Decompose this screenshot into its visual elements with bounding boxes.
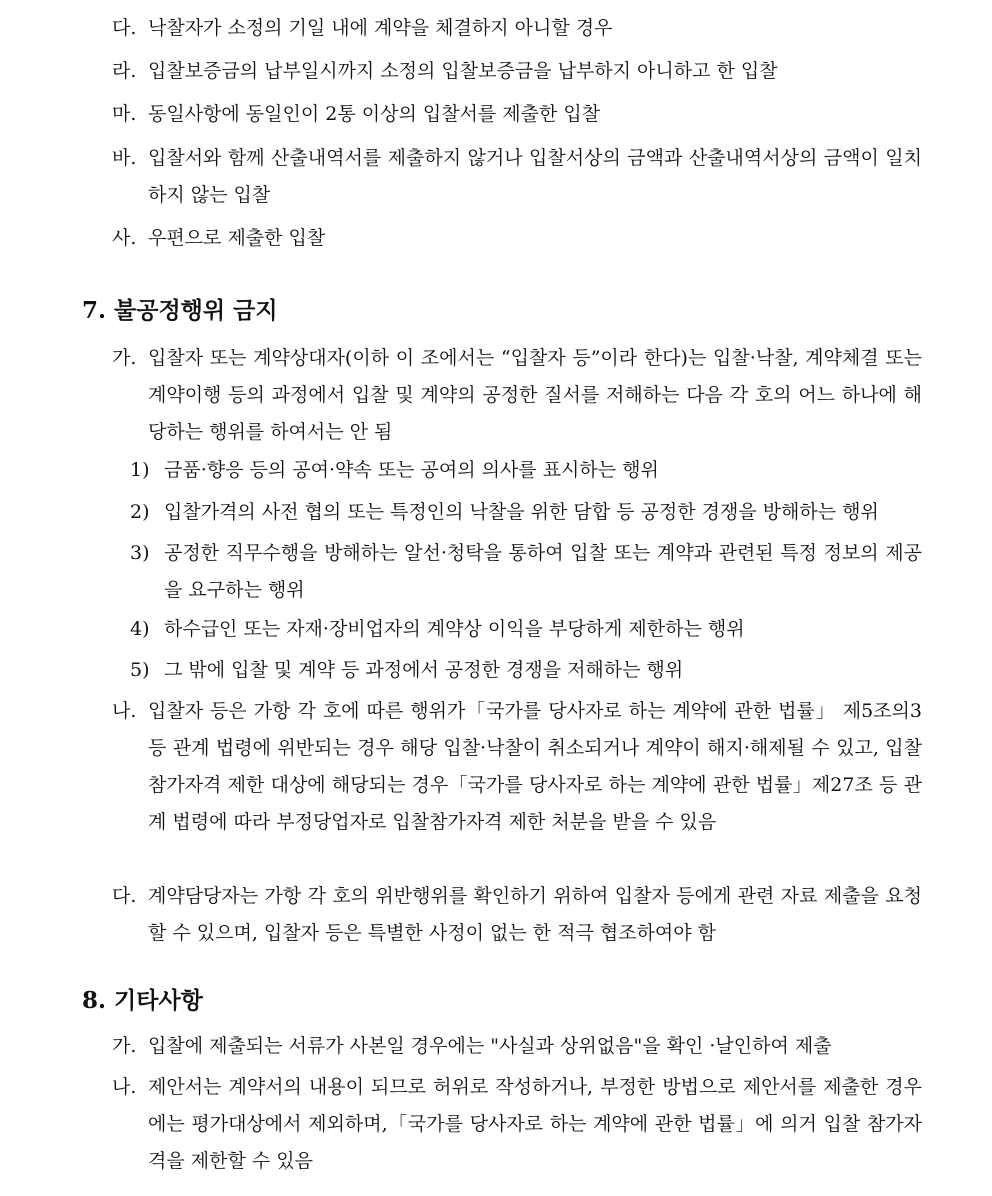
section-7-item-na [112,693,922,841]
item-text: 낙찰자가 소정의 기일 내에 계약을 체결하지 아니할 경우 [148,17,613,39]
item-marker: 라. [112,60,137,82]
section-8-heading: 8. 기타사항 [82,987,203,1014]
item-text: 계약담당자는 가항 각 호의 위반행위를 확인하기 위하여 입찰자 등에게 관련 자료 제출을 요청할 수 있으며, 입찰자 등은 특별한 사정이 없는 한 적극 협조하여야 함 [148,885,922,944]
item-marker: 나. [112,1076,137,1098]
list-item-sa [112,220,922,257]
item-marker: 가. [112,1035,137,1057]
item-marker: 바. [112,147,137,169]
item-marker: 사. [112,227,137,249]
item-text: 입찰자 또는 계약상대자(이하 이 조에서는 “입찰자 등”이라 한다)는 입찰·낙찰, 계약체결 또는 계약이행 등의 과정에서 입찰 및 계약의 공정한 질서를 저해하는 다음 각 호의 어느 하나에 해당하는 행위를 하여서는 안 됨 [148,347,922,443]
section-7-item-da [112,878,922,952]
item-text: 입찰자 등은 가항 각 호에 따른 행위가「국가를 당사자로 하는 계약에 관한 법률」 제5조의3 등 관계 법령에 위반되는 경우 해당 입찰·낙찰이 취소되거나 계약이 해지·해제될 수 있고, 입찰참가자격 제한 대상에 해당되는 경우「국가를 당사자로 하는 계약에 관한 법률」제27조 등 관계 법령에 따라 부정당업자로 입찰참가자격 제한 처분을 받을 수 있음 [148,700,922,833]
item-text: 동일사항에 동일인이 2통 이상의 입찰서를 제출한 입찰 [148,103,601,125]
subitem-marker: 2) [130,501,150,523]
item-text: 입찰보증금의 납부일시까지 소정의 입찰보증금을 납부하지 아니하고 한 입찰 [148,60,778,82]
item-marker: 다. [112,885,137,907]
subitem-marker: 5) [130,659,150,681]
subitem-marker: 3) [130,542,150,564]
section-7-subitem-1 [130,452,922,489]
item-text: 우편으로 제출한 입찰 [148,227,326,249]
list-item-ba [112,140,922,214]
list-item-ra [112,53,922,90]
section-7-heading: 7. 불공정행위 금지 [82,297,278,324]
section-7-subitem-5 [130,652,922,689]
subitem-text: 입찰가격의 사전 협의 또는 특정인의 낙찰을 위한 담합 등 공정한 경쟁을 방해하는 행위 [164,501,879,523]
item-text: 입찰에 제출되는 서류가 사본일 경우에는 "사실과 상위없음"을 확인 ·날인하여 제출 [148,1035,832,1057]
section-7-item-ga [112,340,922,451]
list-item-ma [112,96,922,133]
item-text: 입찰서와 함께 산출내역서를 제출하지 않거나 입찰서상의 금액과 산출내역서상의 금액이 일치하지 않는 입찰 [148,147,922,206]
section-7-subitem-3 [130,535,922,609]
section-8-item-na [112,1069,922,1180]
item-text: 제안서는 계약서의 내용이 되므로 허위로 작성하거나, 부정한 방법으로 제안서를 제출한 경우에는 평가대상에서 제외하며,「국가를 당사자로 하는 계약에 관한 법률」에 의거 입찰 참가자격을 제한할 수 있음 [148,1076,922,1172]
subitem-marker: 1) [130,459,150,481]
subitem-text: 그 밖에 입찰 및 계약 등 과정에서 공정한 경쟁을 저해하는 행위 [164,659,684,681]
section-7-subitem-2 [130,494,922,531]
item-marker: 가. [112,347,137,369]
subitem-text: 금품·향응 등의 공여·약속 또는 공여의 의사를 표시하는 행위 [164,459,659,481]
subitem-text: 공정한 직무수행을 방해하는 알선·청탁을 통하여 입찰 또는 계약과 관련된 특정 정보의 제공을 요구하는 행위 [164,542,922,601]
section-7-subitem-4 [130,611,922,648]
item-marker: 마. [112,103,137,125]
subitem-text: 하수급인 또는 자재·장비업자의 계약상 이익을 부당하게 제한하는 행위 [164,618,745,640]
item-marker: 다. [112,17,137,39]
item-marker: 나. [112,700,137,722]
list-item-da [112,10,922,47]
subitem-marker: 4) [130,618,150,640]
section-8-item-ga [112,1028,922,1065]
